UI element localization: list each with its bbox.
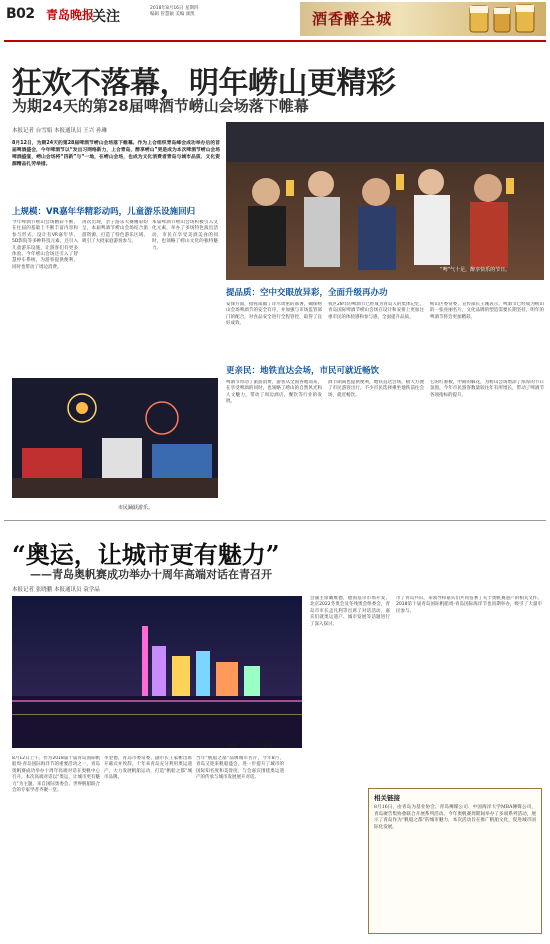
article1-lead: 8月12日，为期24天的第28届啤酒节崂山会场落下帷幕。作为上合组织青岛峰会成功举办后的首届啤酒盛会，今年啤酒节以“发出习网络新力，上合青岛，醉享崂山”更是成为本次啤酒节崂山会场啤酒盛宴，崂山会场将“四新”与“一地，在崂山会场，也成为文化消费者青岛与城市品质、文化资源精品扎劳举措。 <box>12 141 220 167</box>
top-photo-caption: “啤”气十足，醉享快乐的节日。 <box>440 267 511 273</box>
ad-slogan: 酒香醉全城 <box>312 10 393 28</box>
article1-col4: 安保方面，指挥部做了详尽周密的部署，确保崂山会场啤酒节的安全有序，并加强与市场监管部门的配合，对食品安全进行全程管控，取得了良好成效。 <box>226 302 322 327</box>
header-divider <box>4 40 546 42</box>
article1-col6: 崂山区委常委、宣传部长王刚表示，啤酒节已经成为崂山的一张亮丽名片，文化品牌的塑造需要长期坚持，明年的啤酒节将会更加精彩。 <box>430 302 544 320</box>
date-line <box>150 6 230 18</box>
left-photo-caption: 市民踊跃游乐。 <box>118 505 154 511</box>
related-links-body: 8月16日，由青岛为基业协会、青岛傳媒公司、中国海洋大学MBA傳媒公司，青岛廣告集协會联合开展系列活动。今年奥帆赛周期间举办了多项系列活动，展示了青岛作为“帆船之都”的城市魅力，本次活动旨在推广帆船文化，促进城市国际化发展。 <box>374 805 536 830</box>
bottom-photo-caption: 奥帆，让青岛更有魅力。 <box>228 743 284 749</box>
related-links-title: 相关链接 <box>374 794 400 802</box>
article-divider <box>4 520 546 521</box>
crowd-photo-illustration <box>226 122 544 280</box>
related-links-box <box>368 788 542 934</box>
article1-col8: 酒节期间也提供便利，地铁直达会场，极大方便了市民游客出行，不少市民选择乘坐地铁前往会场，就近畅饮。 <box>328 380 424 398</box>
paper-name: 青岛晚报 <box>46 8 95 22</box>
article1-col5: 我区28年的啤酒节已经成为青岛人的集体记忆，青岛国际啤酒节崂山会场在设计和安排上更加注重市民的体验感和参与感，全面提升品质。 <box>328 302 424 320</box>
article1-col3: 本届啤酒节崂山会场积极引入文化元素，举办了多场特色演出活动，市民在享受美酒美食的同时，也领略了崂山文化的独特魅力。 <box>152 220 218 251</box>
article2-byline: 本报记者 张晓鹏 本报通讯员 袁学晶 <box>12 587 100 593</box>
night-skyline-illustration <box>12 596 302 748</box>
night-fair-illustration <box>12 378 218 498</box>
night-fair-photo <box>12 378 218 498</box>
article1-col2: 再次出现，亲子游乐大赛精彩纷呈，本届啤酒节崂山会场结合旅游资源，打造了特色游乐区域，吸引了大批家庭游客参与。 <box>82 220 148 245</box>
article2-col1: 8月12日上午，作为2018届十届青岛国际帆船周·青岛国际海洋节的重要活动之一，青岛奥帆赛成功举办十周年高端对话在奥帆中心召开。本次高端对话以“奥运，让城市更有魅力”为主题，来自国际奥委会、世界帆船联合会的专家学者齐聚一堂。 <box>12 756 100 794</box>
article1-subheadline: 为期24天的第28届啤酒节崂山会场落下帷幕 <box>12 97 309 115</box>
date-text: 2018年8月16日 星期四 <box>150 6 199 11</box>
article2-col5: 市了青岛共识，来领导和嘉宾们共同签署了关于奥帆赛遗产的相关文件。2018第十届青岛国际帆船周·青岛国际海洋节也同期举办，吸引了大量市民参与。 <box>396 596 542 614</box>
olympic-sailing-center-photo <box>12 596 302 748</box>
section-title: 关注 <box>92 9 120 25</box>
article2-headline: “奥运，让城市更有魅力” <box>12 540 280 569</box>
article1-subhead-3: 更亲民：地铁直达会场，市民可就近畅饮 <box>226 366 380 376</box>
article2-col4: 会副主席戴维德，德国基尔市场开发，北京2022冬奥会及冬残奥会组委会，青岛市市长孟凡利等出席了对话活动，嘉宾们就奥运遗产、城市发展等话题进行了深入探讨。 <box>310 596 390 627</box>
article2-col2: 李金德，青岛市委常委、副市长王家彬出席开幕式并致辞。十年来青岛充分利用奥运遗产，大力发展帆船运动，打造“帆船之都”城市品牌。 <box>104 756 192 781</box>
editors-text: 编辑 管慧颖 美编 颜凯 <box>150 12 195 17</box>
article1-col1: 今年啤酒节崂山会场精彩不断，在往届的基础上不断丰富内容和参与形式，设计有VR嘉年华、5D影院等多种科技元素，还引入儿童游乐设施，让游客们有更多体验。今年崂山会场还引入了智慧停车系统，为游客提供便利，同时也带动了周边消费。 <box>12 220 78 270</box>
article2-col3: 当年“帆船之都”品牌城市名片，今年8月，青岛又迎来帆船盛会，进一步提升了城市的国际知名度和美誉度，与会嘉宾围绕奥运遗产的传承与城市发展展开对话。 <box>196 756 284 781</box>
article1-col9: 它的红番板，中期的解花，为崂山会场增添了浓厚的节日氛围，今年市民游客数量较往年有所增长，带动了啤酒节各项指标的提升。 <box>430 380 544 398</box>
article2-subheadline: ——青岛奥帆赛成功举办十周年高端对话在青召开 <box>30 568 272 581</box>
article1-headline: 狂欢不落幕，明年崂山更精彩 <box>12 66 396 101</box>
beer-festival-photo <box>226 122 544 280</box>
article1-byline: 本报记者 台雪娟 本报通讯员 王兴 孙琳 <box>12 128 107 134</box>
article1-subhead-1: 上规模：VR嘉年华精彩动吗，儿童游乐设施回归 <box>12 207 196 217</box>
page-number: B02 <box>6 6 35 22</box>
article1-col7: 啤酒节带动了旅游消费，游客从全国各地而来，在享受啤酒的同时，也领略了崂山的自然风光和人文魅力，带动了周边酒店、餐饮等行业的发展。 <box>226 380 322 405</box>
article1-subhead-2: 提品质：空中交眼放异彩，全面升级再办功 <box>226 288 388 298</box>
